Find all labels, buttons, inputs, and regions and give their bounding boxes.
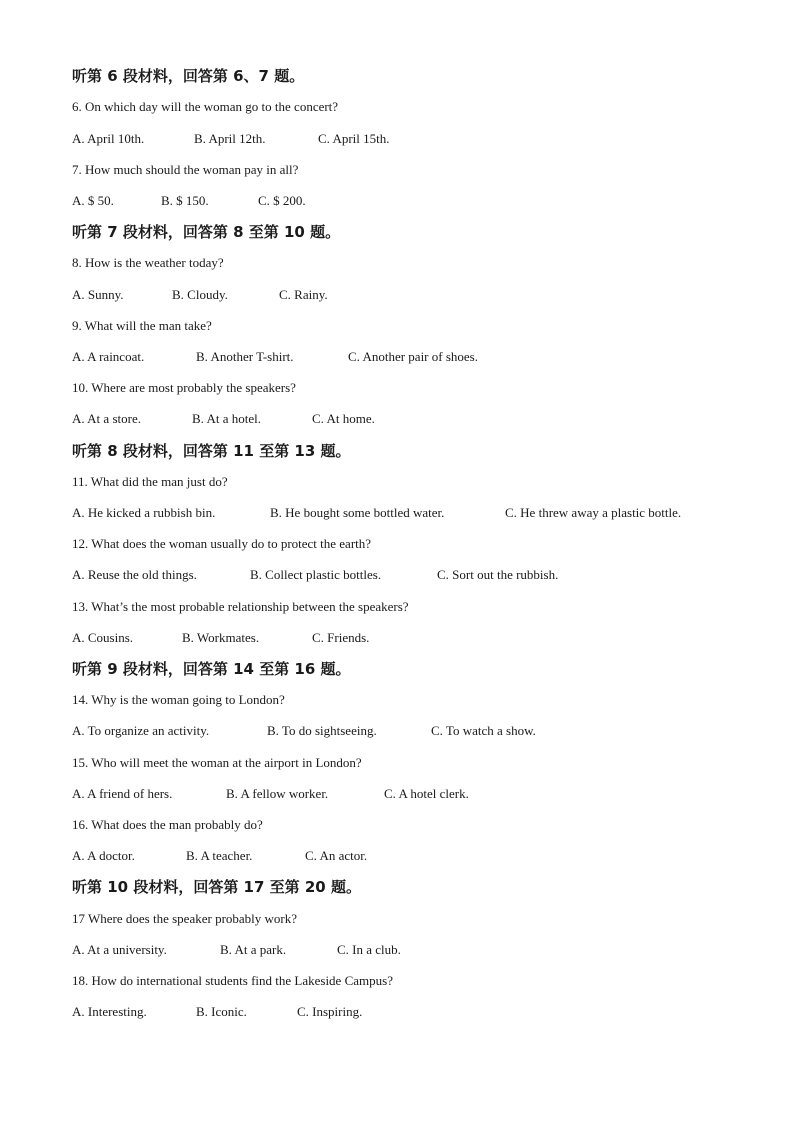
option-c: C. Rainy. (279, 287, 328, 302)
option-a: A. To organize an activity. (72, 723, 210, 738)
section-heading: 听第 6 段材料，回答第 6、7 题。 (72, 67, 305, 85)
option-b: B. Workmates. (182, 630, 260, 645)
option-c: C. An actor. (305, 848, 368, 863)
option-c: C. Inspiring. (297, 1004, 363, 1019)
option-b: B. A teacher. (186, 848, 253, 863)
question-text: 9. What will the man take? (72, 318, 212, 333)
question-text: 18. How do international students find the Lakeside Campus? (72, 973, 393, 988)
option-a: A. A friend of hers. (72, 786, 173, 801)
option-c: C. April 15th. (318, 131, 390, 146)
option-a: A. Interesting. (72, 1004, 147, 1019)
question-text: 16. What does the man probably do? (72, 817, 263, 832)
option-a: A. Sunny. (72, 287, 124, 302)
question-text: 14. Why is the woman going to London? (72, 692, 285, 707)
option-a: A. A doctor. (72, 848, 135, 863)
option-c: C. At home. (312, 411, 375, 426)
option-c: C. $ 200. (258, 193, 306, 208)
option-b: B. $ 150. (161, 193, 209, 208)
question-text: 7. How much should the woman pay in all? (72, 162, 299, 177)
option-c: C. Friends. (312, 630, 370, 645)
option-b: B. At a park. (220, 942, 287, 957)
option-b: B. A fellow worker. (226, 786, 329, 801)
option-a: A. At a university. (72, 942, 167, 957)
option-a: A. April 10th. (72, 131, 145, 146)
option-a: A. Cousins. (72, 630, 134, 645)
option-b: B. Collect plastic bottles. (250, 567, 382, 582)
question-text: 13. What’s the most probable relationship between the speakers? (72, 599, 409, 614)
option-c: C. A hotel clerk. (384, 786, 469, 801)
section-heading: 听第 9 段材料，回答第 14 至第 16 题。 (72, 660, 351, 678)
question-text: 10. Where are most probably the speakers? (72, 380, 296, 395)
question-text: 11. What did the man just do? (72, 474, 228, 489)
option-a: A. $ 50. (72, 193, 114, 208)
question-text: 6. On which day will the woman go to the concert? (72, 99, 339, 114)
option-c: C. He threw away a plastic bottle. (505, 505, 682, 520)
option-a: A. Reuse the old things. (72, 567, 197, 582)
section-heading: 听第 7 段材料，回答第 8 至第 10 题。 (72, 223, 341, 241)
question-text: 15. Who will meet the woman at the airport in London? (72, 755, 362, 770)
option-b: B. April 12th. (194, 131, 266, 146)
option-a: A. A raincoat. (72, 349, 145, 364)
section-heading: 听第 10 段材料，回答第 17 至第 20 题。 (72, 878, 361, 896)
option-a: A. At a store. (72, 411, 141, 426)
question-text: 17 Where does the speaker probably work? (72, 911, 298, 926)
option-a: A. He kicked a rubbish bin. (72, 505, 216, 520)
option-b: B. Another T-shirt. (196, 349, 294, 364)
option-c: C. To watch a show. (431, 723, 536, 738)
option-c: C. Another pair of shoes. (348, 349, 478, 364)
question-text: 12. What does the woman usually do to protect the earth? (72, 536, 372, 551)
option-b: B. He bought some bottled water. (270, 505, 445, 520)
option-b: B. Cloudy. (172, 287, 228, 302)
question-text: 8. How is the weather today? (72, 255, 224, 270)
section-heading: 听第 8 段材料，回答第 11 至第 13 题。 (72, 442, 351, 460)
option-b: B. To do sightseeing. (267, 723, 377, 738)
option-c: C. In a club. (337, 942, 401, 957)
option-b: B. Iconic. (196, 1004, 247, 1019)
option-c: C. Sort out the rubbish. (437, 567, 559, 582)
option-b: B. At a hotel. (192, 411, 261, 426)
